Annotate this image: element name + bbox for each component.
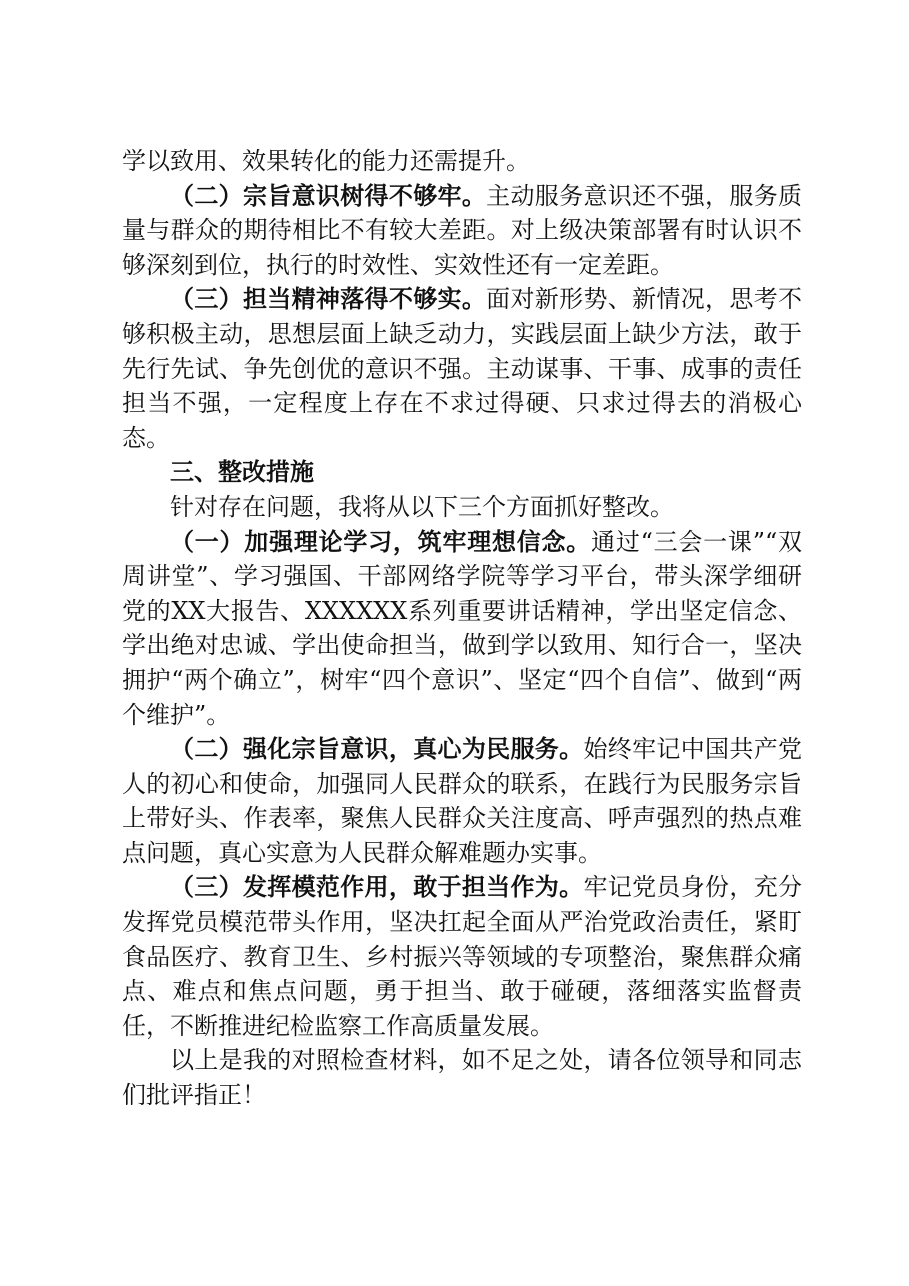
- paragraph-closing: 以上是我的对照检查材料，如不足之处，请各位领导和同志们批评指正！: [122, 1046, 802, 1110]
- paragraph-lead: （三）发挥模范作用，敢于担当作为。: [170, 872, 584, 902]
- paragraph-continuation: 学以致用、效果转化的能力还需提升。: [122, 147, 530, 175]
- paragraph-problem-3: [122, 282, 802, 455]
- section-heading: 三、整改措施: [170, 457, 314, 487]
- paragraph-intro: 针对存在问题，我将从以下三个方面抓好整改。: [170, 492, 674, 521]
- document-body: [122, 144, 802, 1113]
- paragraph-measure-3: [122, 870, 802, 1043]
- paragraph-text: 牢记党员身份，充分发挥党员模范带头作用，坚决扛起全面从严治党政治责任，紧盯食品医疗、教育卫生、乡村振兴等领域的专项整治，聚焦群众痛点、难点和焦点问题，勇于担当、敢于碰硬，落细落实监督责任，不断推进纪检监察工作高质量发展。: [122, 873, 803, 1040]
- paragraph-lead: （一）加强理论学习，筑牢理想信念。: [170, 526, 592, 556]
- paragraph-text: 面对新形势、新情况，思考不够积极主动，思想层面上缺乏动力，实践层面上缺少方法，敢于先行先试、争先创优的意识不强。主动谋事、干事、成事的责任担当不强，一定程度上存在不求过得硬、只求过得去的消极心态。: [122, 285, 803, 452]
- paragraph-text: 始终牢记中国共产党人的初心和使命，加强同人民群众的联系，在践行为民服务宗旨上带好头、作表率，聚焦人民群众关注度高、呼声强烈的热点难点问题，真心实意为人民群众解难题办实事。: [122, 735, 803, 867]
- paragraph-problem-2: [122, 179, 802, 283]
- paragraph-lead: （三）担当精神落得不够实。: [170, 284, 487, 314]
- paragraph-text: 主动服务意识还不强，服务质量与群众的期待相比不有较大差距。对上级决策部署有时认识不够深刻到位，执行的时效性、实效性还有一定差距。: [122, 181, 803, 279]
- paragraph-measure-2: [122, 732, 802, 870]
- paragraph-measure-1: [122, 525, 802, 733]
- paragraph-lead: （二）宗旨意识树得不够牢。: [170, 180, 487, 210]
- paragraph-text: 通过“三会一课”“双周讲堂”、学习强国、干部网络学院等学习平台，带头深学细研党的XX大报告、XXXXXX系列重要讲话精神，学出坚定信念、学出绝对忠诚、学出使命担当，做到学以致用、知行合一，坚决拥护“两个确立”，树牢“四个意识”、坚定“四个自信”、做到“两个维护”。: [122, 527, 802, 729]
- paragraph-lead: （二）强化宗旨意识，真心为民服务。: [170, 734, 584, 764]
